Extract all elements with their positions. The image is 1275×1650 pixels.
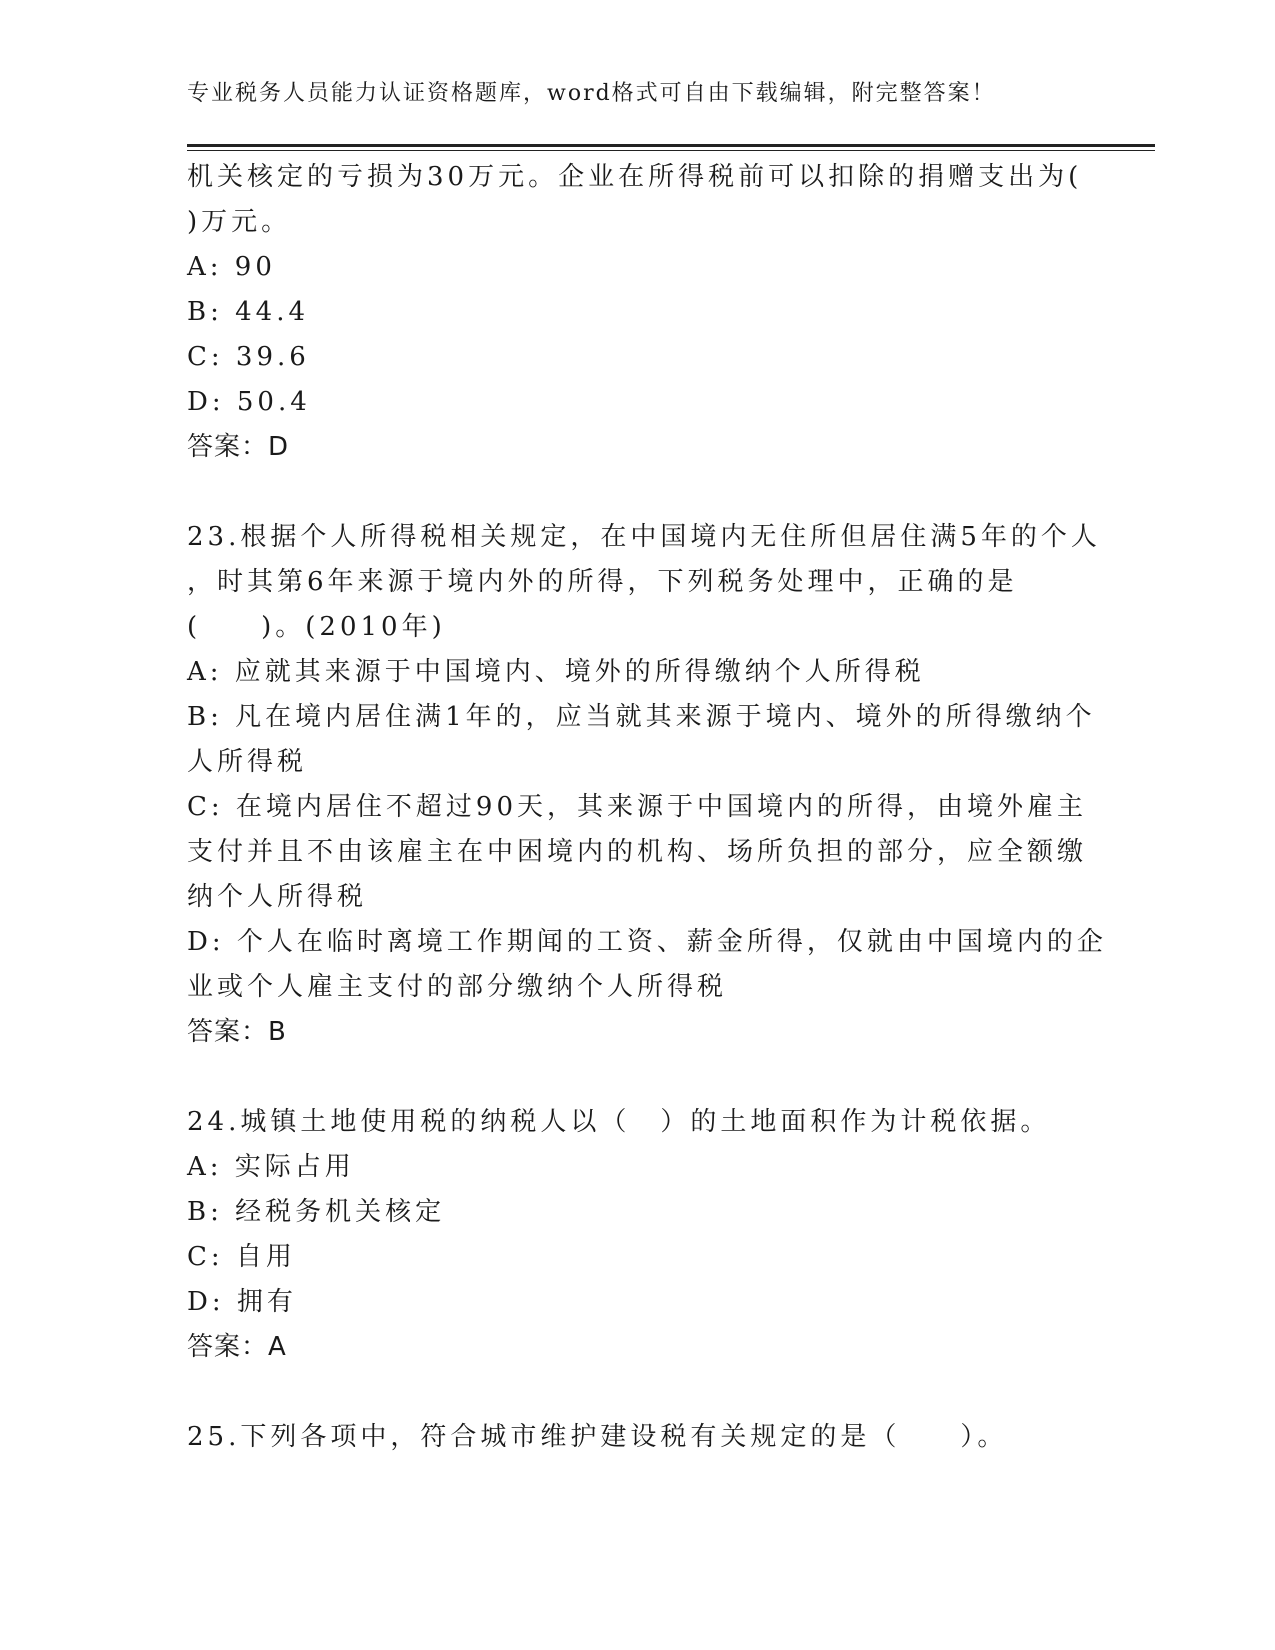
- option-b: B: 凡在境内居住满1年的，应当就其来源于境内、境外的所得缴纳个: [187, 702, 1096, 732]
- spacer: [187, 1370, 1087, 1415]
- question-stem-line: )万元。: [187, 207, 292, 237]
- spacer: [187, 1055, 1087, 1100]
- question-stem-line: ( )。(2010年): [187, 612, 446, 642]
- question-list: [187, 155, 1107, 1460]
- answer-label: 答案：D: [187, 432, 290, 462]
- spacer: [187, 470, 1087, 515]
- option-a: A: 实际占用: [187, 1152, 355, 1182]
- option-a: A: 90: [187, 252, 276, 282]
- question-23: [187, 515, 1107, 1055]
- question-22: [187, 155, 1087, 470]
- question-24: [187, 1100, 1087, 1370]
- question-stem-line: 23.根据个人所得税相关规定，在中国境内无住所但居住满5年的个人: [187, 522, 1101, 552]
- question-25: [187, 1415, 1087, 1460]
- option-d: D: 个人在临时离境工作期闻的工资、薪金所得，仅就由中国境内的企: [187, 927, 1107, 957]
- answer-label: 答案：A: [187, 1332, 287, 1362]
- option-d: D: 拥有: [187, 1287, 297, 1317]
- question-stem-line: 机关核定的亏损为30万元。企业在所得税前可以扣除的捐赠支出为(: [187, 162, 1083, 192]
- option-d-continued: 业或个人雇主支付的部分缴纳个人所得税: [187, 972, 728, 1002]
- option-b: B: 44.4: [187, 297, 310, 327]
- question-stem-line: ，时其第6年来源于境内外的所得，下列税务处理中，正确的是: [187, 567, 1018, 597]
- option-c: C: 在境内居住不超过90天，其来源于中国境内的所得，由境外雇主: [187, 792, 1088, 822]
- question-stem-line: 24.城镇土地使用税的纳税人以（ ）的土地面积作为计税依据。: [187, 1107, 1051, 1137]
- option-c: C: 自用: [187, 1242, 296, 1272]
- page-header: 专业税务人员能力认证资格题库，word格式可自由下载编辑，附完整答案！: [187, 81, 996, 106]
- option-a: A: 应就其来源于中国境内、境外的所得缴纳个人所得税: [187, 657, 925, 687]
- option-c: C: 39.6: [187, 342, 310, 372]
- answer-label: 答案：B: [187, 1017, 287, 1047]
- question-stem-line: 25.下列各项中，符合城市维护建设税有关规定的是（ ）。: [187, 1422, 1008, 1452]
- option-d: D: 50.4: [187, 387, 311, 417]
- option-c-continued: 支付并且不由该雇主在中困境内的机构、场所负担的部分，应全额缴: [187, 837, 1088, 867]
- option-b-continued: 人所得税: [187, 747, 308, 777]
- option-b: B: 经税务机关核定: [187, 1197, 446, 1227]
- option-c-continued: 纳个人所得税: [187, 882, 368, 912]
- header-divider: [187, 144, 1155, 151]
